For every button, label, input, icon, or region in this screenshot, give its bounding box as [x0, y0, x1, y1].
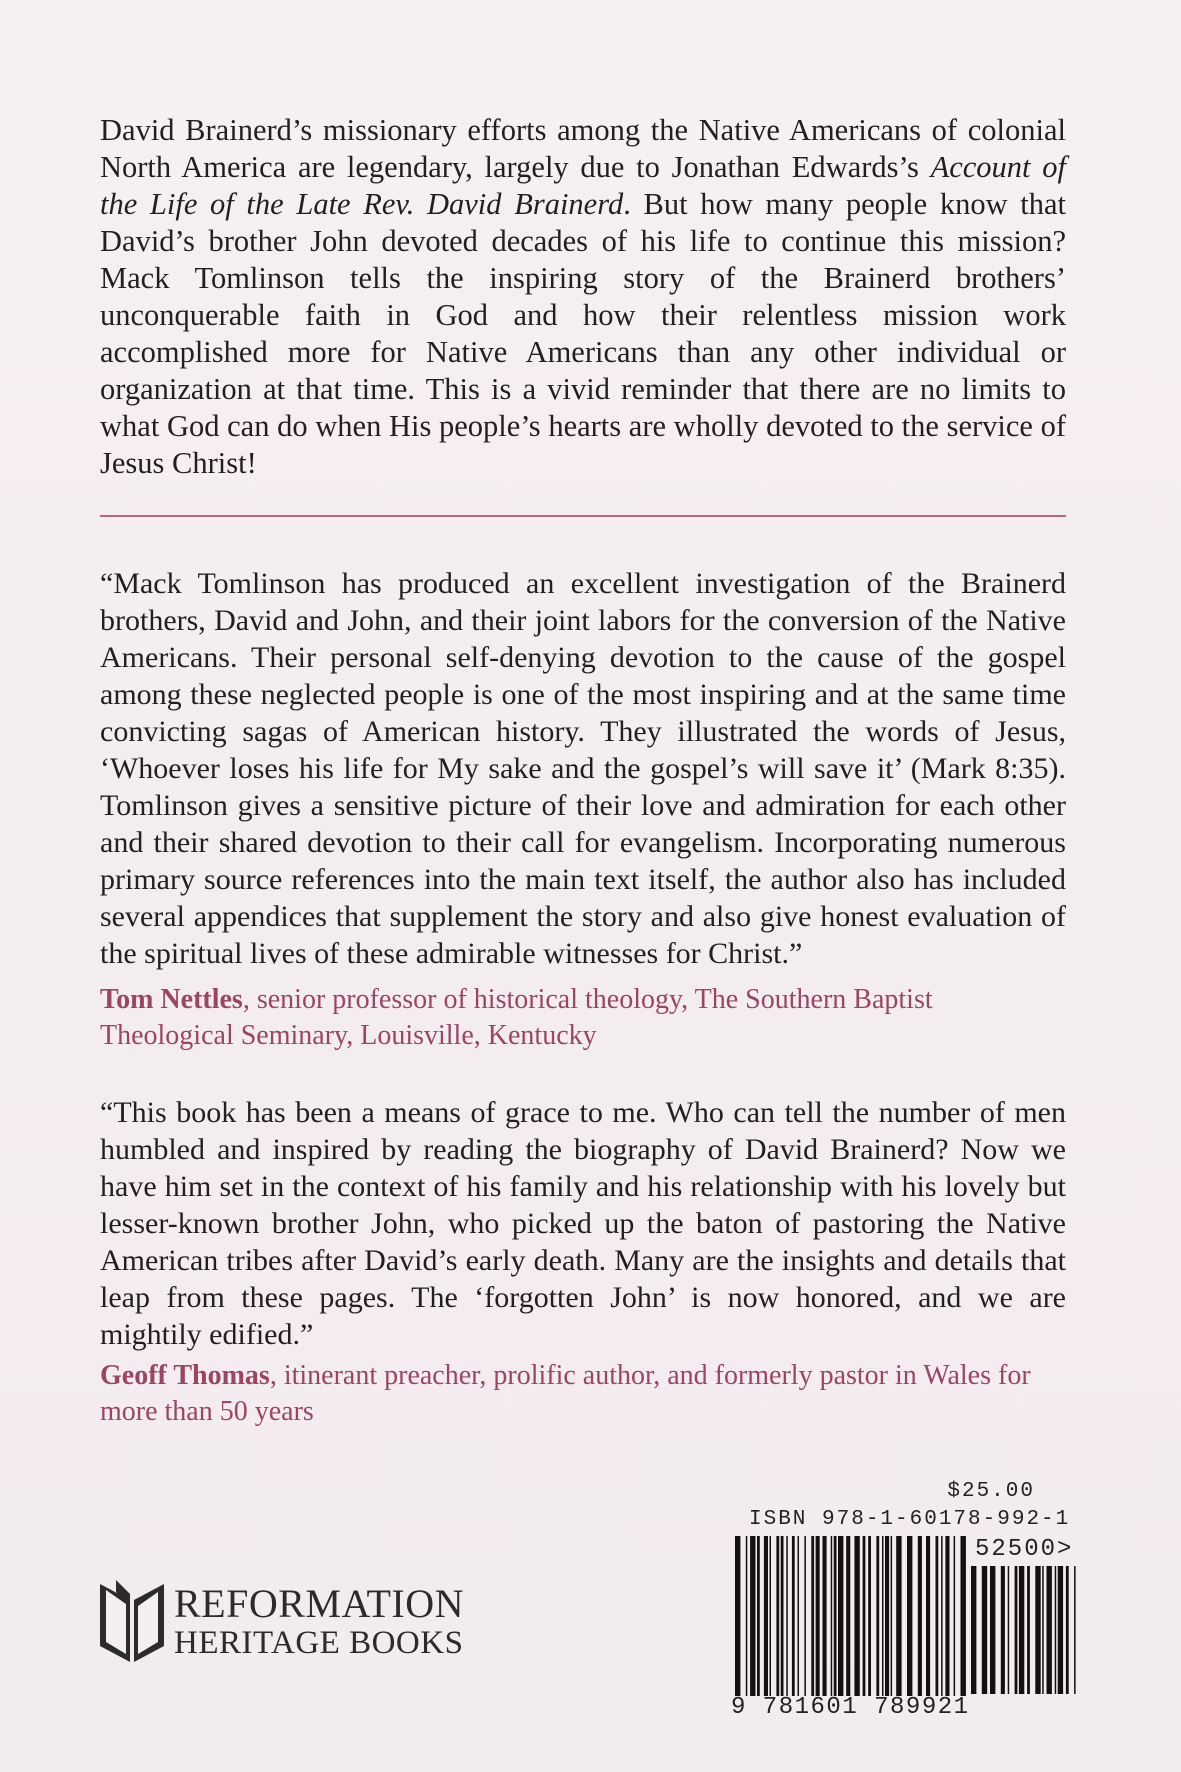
endorser-name-1: Tom Nettles: [100, 984, 243, 1015]
barcode-bar: [876, 1536, 879, 1696]
addon-barcode: [971, 1566, 1081, 1694]
ean-barcode: [735, 1536, 967, 1696]
open-book-logo-icon: [96, 1576, 168, 1666]
barcode-bar: [926, 1536, 930, 1696]
barcode-block: [715, 1480, 1090, 1730]
barcode-bar: [757, 1536, 760, 1696]
divider-rule: [100, 515, 1066, 517]
barcode-bar: [838, 1536, 843, 1696]
barcode-bar: [764, 1536, 768, 1696]
barcode-bar: [891, 1536, 893, 1696]
barcode-bar: [918, 1536, 922, 1696]
barcode-bar: [1066, 1566, 1069, 1694]
blurb-text-2: . But how many people know that David’s brother John devoted decades of his life to continue this mission? Mack Tomlinson tells the inspiring story of the Brainerd brothers’ unconquerable faith in God and how their relentless mission work accomplished more for Native Americans than any other individual or organization at that time. This is a vivid reminder that there are no limits to what God can do when His people’s hearts are wholly devoted to the service of Jesus Christ!: [100, 187, 1066, 480]
barcode-bar: [798, 1536, 800, 1696]
book-blurb: [100, 112, 1066, 482]
blurb-title-italic: Account of the Life of the Late Rev. David Brainerd: [100, 150, 1066, 221]
barcode-bar: [846, 1536, 850, 1696]
barcode-bar: [1001, 1566, 1005, 1694]
barcode-bar: [868, 1536, 871, 1696]
barcode-bar: [896, 1536, 901, 1696]
barcode-bar: [781, 1536, 784, 1696]
endorser-role-1: , senior professor of historical theology, The Southern Baptist Theological Seminary, Louisville, Kentucky: [100, 984, 933, 1051]
barcode-bar: [750, 1536, 755, 1696]
barcode-bar: [1019, 1566, 1024, 1694]
endorser-name-2: Geoff Thomas: [100, 1360, 270, 1391]
barcode-bar: [1015, 1566, 1018, 1694]
barcode-bar: [1035, 1566, 1040, 1694]
barcode-bar: [811, 1536, 814, 1696]
publisher-logo: [96, 1568, 526, 1678]
barcode-bar: [982, 1566, 987, 1694]
ean-number: 9 781601 789921: [731, 1694, 970, 1721]
barcode-bar: [823, 1536, 827, 1696]
publisher-name-line1: REFORMATION: [174, 1581, 464, 1626]
barcode-bar: [863, 1536, 866, 1696]
barcode-bar: [936, 1536, 939, 1696]
barcode-bar: [1058, 1566, 1063, 1694]
barcode-bar: [770, 1536, 772, 1696]
barcode-bar: [854, 1536, 859, 1696]
endorser-role-2: , itinerant preacher, prolific author, and formerly pastor in Wales for more than 50 years: [100, 1360, 1031, 1427]
price-label: $25.00: [947, 1480, 1035, 1503]
addon-code: 52500>: [975, 1536, 1074, 1563]
barcode-bar: [1042, 1566, 1044, 1694]
barcode-bar: [1055, 1566, 1057, 1694]
barcode-bar: [776, 1536, 779, 1696]
barcode-bar: [1047, 1566, 1052, 1694]
barcode-bar: [954, 1536, 956, 1696]
barcode-bar: [792, 1536, 795, 1696]
barcode-bar: [735, 1536, 740, 1696]
barcode-bar: [834, 1536, 837, 1696]
barcode-bar: [907, 1536, 912, 1696]
barcode-bar: [831, 1536, 833, 1696]
endorsement-quote-1: “Mack Tomlinson has produced an excellent investigation of the Brainerd brothers, David and John, and their joint labors for the conversion of the Native Americans. Their personal self-denying devotion to the cause of the gospel among these neglected people is one of the most inspiring and at the same time convicting sagas of American history. They illustrated the words of Jesus, ‘Whoever loses his life for My sake and the gospel’s will save it’ (Mark 8:35). Tomlinson gives a sensitive picture of their love and admiration for each other and their shared devotion to their call for evangelism. Incorporating numerous primary source references into the main text itself, the author also has included several appendices that supplement the story and also give honest evaluation of the spiritual lives of these admirable witnesses for Christ.”: [100, 567, 1066, 970]
barcode-bar: [885, 1536, 889, 1696]
endorsement-attribution-2: [100, 1358, 1066, 1430]
barcode-bar: [882, 1536, 884, 1696]
barcode-bar: [1027, 1566, 1030, 1694]
barcode-bar: [945, 1536, 949, 1696]
barcode-bar: [746, 1536, 748, 1696]
blurb-text-1: David Brainerd’s missionary efforts among the Native Americans of colonial North America are legendary, largely due to Jonathan Edwards’s: [100, 113, 1066, 184]
endorsement-attribution-1: [100, 982, 1066, 1054]
endorsement-quote-2: “This book has been a means of grace to me. Who can tell the number of men humbled and inspired by reading the biography of David Brainerd? Now we have him set in the context of his family and his relationship with his lovely but lesser-known brother John, who picked up the baton of pastoring the Native American tribes after David’s early death. Many are the insights and details that leap from these pages. The ‘forgotten John’ is now honored, and we are mightily edified.”: [100, 1096, 1066, 1351]
barcode-bar: [804, 1536, 806, 1696]
isbn-label: ISBN 978-1-60178-992-1: [749, 1508, 1071, 1531]
barcode-bar: [971, 1566, 976, 1694]
barcode-bar: [816, 1536, 820, 1696]
barcode-bar: [1008, 1566, 1010, 1694]
barcode-bar: [1074, 1566, 1076, 1694]
barcode-bar: [961, 1536, 966, 1696]
barcode-bar: [786, 1536, 788, 1696]
barcode-bar: [990, 1566, 995, 1694]
publisher-name-line2: HERITAGE BOOKS: [174, 1625, 464, 1661]
barcode-bar: [941, 1536, 943, 1696]
